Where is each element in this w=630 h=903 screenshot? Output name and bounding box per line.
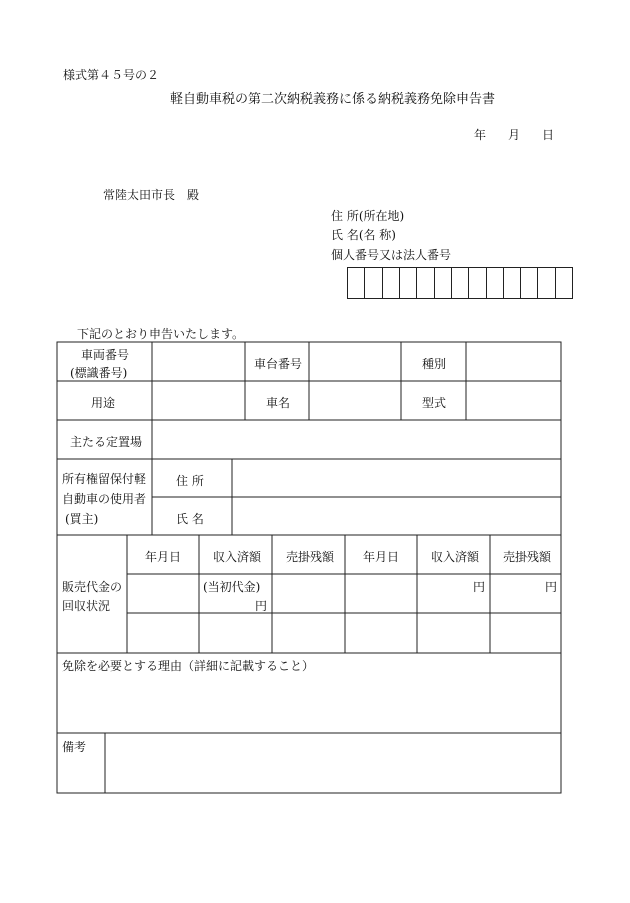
reason-label: 免除を必要とする理由（詳細に記載すること） (62, 659, 315, 673)
col-balance-2: 売掛残額 (503, 550, 552, 564)
applicant-name-label: 氏 名(名 称) (331, 228, 396, 242)
remarks-label: 備考 (62, 740, 87, 754)
intro-text: 下記のとおり申告いたします。 (77, 327, 245, 341)
collection-row-1[interactable] (128, 575, 560, 612)
col-date-1: 年月日 (145, 550, 182, 564)
user-name-field[interactable] (233, 498, 560, 534)
yen-unit-balance: 円 (545, 580, 558, 594)
initial-price-label: (当初代金) (203, 580, 261, 594)
model-field[interactable] (467, 382, 560, 419)
car-name-field[interactable] (310, 382, 400, 419)
chassis-number-field[interactable] (310, 343, 400, 380)
form-title: 軽自動車税の第二次納税義務に係る納税義務免除申告書 (170, 92, 496, 107)
car-name-label: 車名 (266, 396, 291, 410)
col-received-2: 収入済額 (431, 550, 480, 564)
vehicle-number-label-2: (標識番号) (70, 366, 128, 380)
date-year-label: 年 (474, 128, 487, 142)
date-month-label: 月 (508, 128, 521, 142)
yen-unit-received: 円 (473, 580, 486, 594)
storage-place-field[interactable] (153, 421, 560, 458)
col-date-2: 年月日 (363, 550, 400, 564)
category-label: 種別 (422, 357, 447, 371)
addressee: 常陸太田市長 殿 (103, 188, 200, 202)
storage-place-label: 主たる定置場 (70, 435, 143, 449)
collection-label-1: 販売代金の (62, 580, 123, 594)
user-label-3: (買主) (65, 512, 99, 526)
vehicle-number-field[interactable] (153, 343, 244, 380)
reason-field[interactable] (58, 675, 560, 732)
category-field[interactable] (467, 343, 560, 380)
usage-label: 用途 (91, 396, 116, 410)
collection-label-2: 回収状況 (62, 599, 111, 613)
chassis-number-label: 車台番号 (254, 357, 303, 371)
user-label-1: 所有権留保付軽 (62, 472, 147, 486)
col-received-1: 収入済額 (213, 550, 262, 564)
usage-field[interactable] (153, 382, 244, 419)
collection-row-2[interactable] (128, 614, 560, 652)
remarks-field[interactable] (106, 734, 560, 792)
user-address-field[interactable] (233, 460, 560, 496)
form-number: 様式第４５号の２ (63, 68, 160, 82)
user-label-2: 自動車の使用者 (62, 492, 147, 506)
date-day-label: 日 (542, 128, 555, 142)
user-name-label: 氏 名 (176, 512, 204, 526)
vehicle-number-label-1: 車両番号 (81, 348, 130, 362)
col-balance-1: 売掛残額 (286, 550, 335, 564)
applicant-address-label: 住 所(所在地) (331, 209, 405, 223)
yen-unit-initial: 円 (255, 599, 268, 613)
model-label: 型式 (422, 396, 447, 410)
applicant-id-label: 個人番号又は法人番号 (331, 248, 452, 262)
user-address-label: 住 所 (176, 474, 204, 488)
